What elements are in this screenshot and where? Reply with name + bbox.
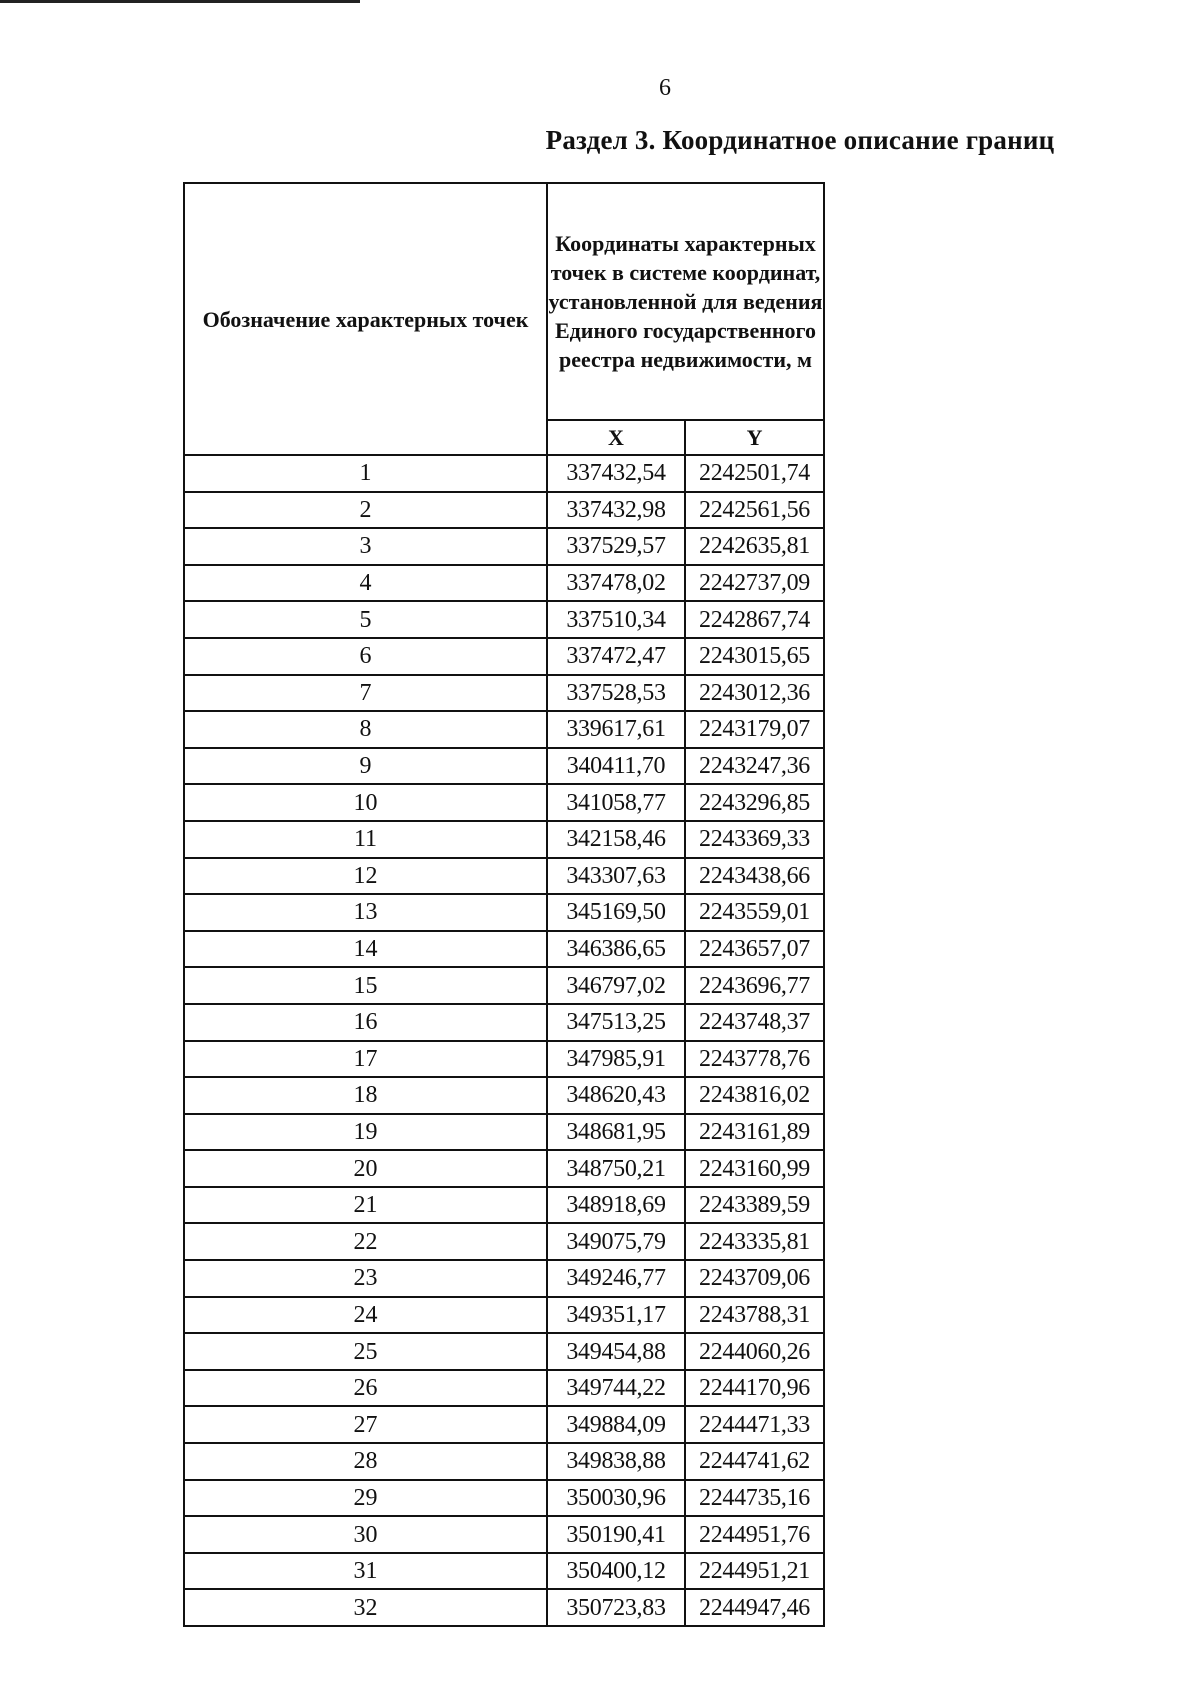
y-coordinate-cell: 2243247,36 [685, 748, 824, 785]
y-coordinate-cell: 2244741,62 [685, 1443, 824, 1480]
point-number-cell: 1 [184, 455, 547, 492]
y-coordinate-cell: 2242867,74 [685, 601, 824, 638]
y-coordinate-cell: 2244170,96 [685, 1370, 824, 1407]
x-coordinate-cell: 349454,88 [547, 1333, 685, 1370]
x-coordinate-cell: 350190,41 [547, 1516, 685, 1553]
point-number-cell: 21 [184, 1187, 547, 1224]
table-row [184, 1150, 824, 1187]
y-coordinate-cell: 2242737,09 [685, 565, 824, 602]
table-row [184, 1589, 824, 1626]
x-coordinate-cell: 349838,88 [547, 1443, 685, 1480]
y-coordinate-cell: 2243696,77 [685, 967, 824, 1004]
y-coordinate-cell: 2243559,01 [685, 894, 824, 931]
y-coordinate-cell: 2243389,59 [685, 1187, 824, 1224]
point-number-cell: 11 [184, 821, 547, 858]
x-coordinate-cell: 350030,96 [547, 1480, 685, 1517]
y-coordinate-cell: 2243012,36 [685, 675, 824, 712]
table-row [184, 1370, 824, 1407]
y-coordinate-cell: 2244951,76 [685, 1516, 824, 1553]
page-number: 6 [659, 75, 671, 101]
x-coordinate-cell: 350723,83 [547, 1589, 685, 1626]
point-number-cell: 24 [184, 1297, 547, 1334]
table-row [184, 931, 824, 968]
y-coordinate-cell: 2243369,33 [685, 821, 824, 858]
y-coordinate-cell: 2242635,81 [685, 528, 824, 565]
x-coordinate-cell: 337432,54 [547, 455, 685, 492]
point-number-cell: 17 [184, 1041, 547, 1078]
header-designation: Обозначение характерных точек [184, 183, 547, 455]
y-coordinate-cell: 2243788,31 [685, 1297, 824, 1334]
x-coordinate-cell: 347513,25 [547, 1004, 685, 1041]
table-row [184, 1223, 824, 1260]
x-coordinate-cell: 337510,34 [547, 601, 685, 638]
coordinates-table [183, 182, 825, 1627]
table-row [184, 711, 824, 748]
table-row [184, 601, 824, 638]
table-row [184, 858, 824, 895]
x-coordinate-cell: 347985,91 [547, 1041, 685, 1078]
table-row [184, 528, 824, 565]
point-number-cell: 30 [184, 1516, 547, 1553]
x-coordinate-cell: 349075,79 [547, 1223, 685, 1260]
scan-edge-line [0, 0, 360, 3]
table-row [184, 638, 824, 675]
coordinates-table-header [184, 183, 824, 455]
table-row [184, 1480, 824, 1517]
y-coordinate-cell: 2243778,76 [685, 1041, 824, 1078]
point-number-cell: 2 [184, 492, 547, 529]
y-coordinate-cell: 2244947,46 [685, 1589, 824, 1626]
point-number-cell: 26 [184, 1370, 547, 1407]
point-number-cell: 27 [184, 1406, 547, 1443]
table-row [184, 1114, 824, 1151]
point-number-cell: 3 [184, 528, 547, 565]
x-coordinate-cell: 337529,57 [547, 528, 685, 565]
x-coordinate-cell: 341058,77 [547, 784, 685, 821]
header-y: Y [685, 420, 824, 455]
y-coordinate-cell: 2244735,16 [685, 1480, 824, 1517]
y-coordinate-cell: 2244471,33 [685, 1406, 824, 1443]
y-coordinate-cell: 2243160,99 [685, 1150, 824, 1187]
x-coordinate-cell: 349884,09 [547, 1406, 685, 1443]
y-coordinate-cell: 2242501,74 [685, 455, 824, 492]
y-coordinate-cell: 2243179,07 [685, 711, 824, 748]
table-row [184, 1516, 824, 1553]
x-coordinate-cell: 348620,43 [547, 1077, 685, 1114]
table-row [184, 1406, 824, 1443]
x-coordinate-cell: 342158,46 [547, 821, 685, 858]
x-coordinate-cell: 340411,70 [547, 748, 685, 785]
point-number-cell: 13 [184, 894, 547, 931]
table-row [184, 675, 824, 712]
point-number-cell: 31 [184, 1553, 547, 1590]
x-coordinate-cell: 348681,95 [547, 1114, 685, 1151]
table-row [184, 1297, 824, 1334]
table-row [184, 565, 824, 602]
table-row [184, 1041, 824, 1078]
point-number-cell: 18 [184, 1077, 547, 1114]
y-coordinate-cell: 2243296,85 [685, 784, 824, 821]
y-coordinate-cell: 2243816,02 [685, 1077, 824, 1114]
y-coordinate-cell: 2243748,37 [685, 1004, 824, 1041]
x-coordinate-cell: 348918,69 [547, 1187, 685, 1224]
table-row [184, 784, 824, 821]
x-coordinate-cell: 343307,63 [547, 858, 685, 895]
point-number-cell: 20 [184, 1150, 547, 1187]
y-coordinate-cell: 2244060,26 [685, 1333, 824, 1370]
table-row [184, 455, 824, 492]
point-number-cell: 25 [184, 1333, 547, 1370]
x-coordinate-cell: 337478,02 [547, 565, 685, 602]
x-coordinate-cell: 346797,02 [547, 967, 685, 1004]
point-number-cell: 7 [184, 675, 547, 712]
section-title: Раздел 3. Координатное описание границ [545, 125, 1055, 155]
x-coordinate-cell: 350400,12 [547, 1553, 685, 1590]
point-number-cell: 29 [184, 1480, 547, 1517]
point-number-cell: 9 [184, 748, 547, 785]
point-number-cell: 22 [184, 1223, 547, 1260]
point-number-cell: 32 [184, 1589, 547, 1626]
y-coordinate-cell: 2243335,81 [685, 1223, 824, 1260]
table-row [184, 1187, 824, 1224]
table-row [184, 1260, 824, 1297]
header-x: X [547, 420, 685, 455]
point-number-cell: 6 [184, 638, 547, 675]
header-coordinates: Координаты характерных точек в системе координат, установленной для ведения Единого государственного реестра недвижимости, м [547, 183, 824, 420]
point-number-cell: 4 [184, 565, 547, 602]
table-row [184, 1443, 824, 1480]
point-number-cell: 23 [184, 1260, 547, 1297]
table-row [184, 821, 824, 858]
x-coordinate-cell: 348750,21 [547, 1150, 685, 1187]
point-number-cell: 10 [184, 784, 547, 821]
x-coordinate-cell: 337432,98 [547, 492, 685, 529]
point-number-cell: 8 [184, 711, 547, 748]
table-row [184, 1077, 824, 1114]
header-row-top [184, 183, 824, 420]
point-number-cell: 15 [184, 967, 547, 1004]
table-row [184, 748, 824, 785]
x-coordinate-cell: 346386,65 [547, 931, 685, 968]
table-row [184, 967, 824, 1004]
coordinates-table-body [184, 455, 824, 1626]
x-coordinate-cell: 349744,22 [547, 1370, 685, 1407]
y-coordinate-cell: 2242561,56 [685, 492, 824, 529]
point-number-cell: 16 [184, 1004, 547, 1041]
table-row [184, 1553, 824, 1590]
y-coordinate-cell: 2243438,66 [685, 858, 824, 895]
x-coordinate-cell: 337472,47 [547, 638, 685, 675]
point-number-cell: 14 [184, 931, 547, 968]
y-coordinate-cell: 2244951,21 [685, 1553, 824, 1590]
y-coordinate-cell: 2243161,89 [685, 1114, 824, 1151]
table-row [184, 894, 824, 931]
x-coordinate-cell: 349351,17 [547, 1297, 685, 1334]
y-coordinate-cell: 2243709,06 [685, 1260, 824, 1297]
x-coordinate-cell: 337528,53 [547, 675, 685, 712]
x-coordinate-cell: 339617,61 [547, 711, 685, 748]
table-row [184, 1004, 824, 1041]
point-number-cell: 5 [184, 601, 547, 638]
x-coordinate-cell: 345169,50 [547, 894, 685, 931]
point-number-cell: 28 [184, 1443, 547, 1480]
y-coordinate-cell: 2243657,07 [685, 931, 824, 968]
x-coordinate-cell: 349246,77 [547, 1260, 685, 1297]
point-number-cell: 12 [184, 858, 547, 895]
y-coordinate-cell: 2243015,65 [685, 638, 824, 675]
table-row [184, 492, 824, 529]
point-number-cell: 19 [184, 1114, 547, 1151]
table-row [184, 1333, 824, 1370]
